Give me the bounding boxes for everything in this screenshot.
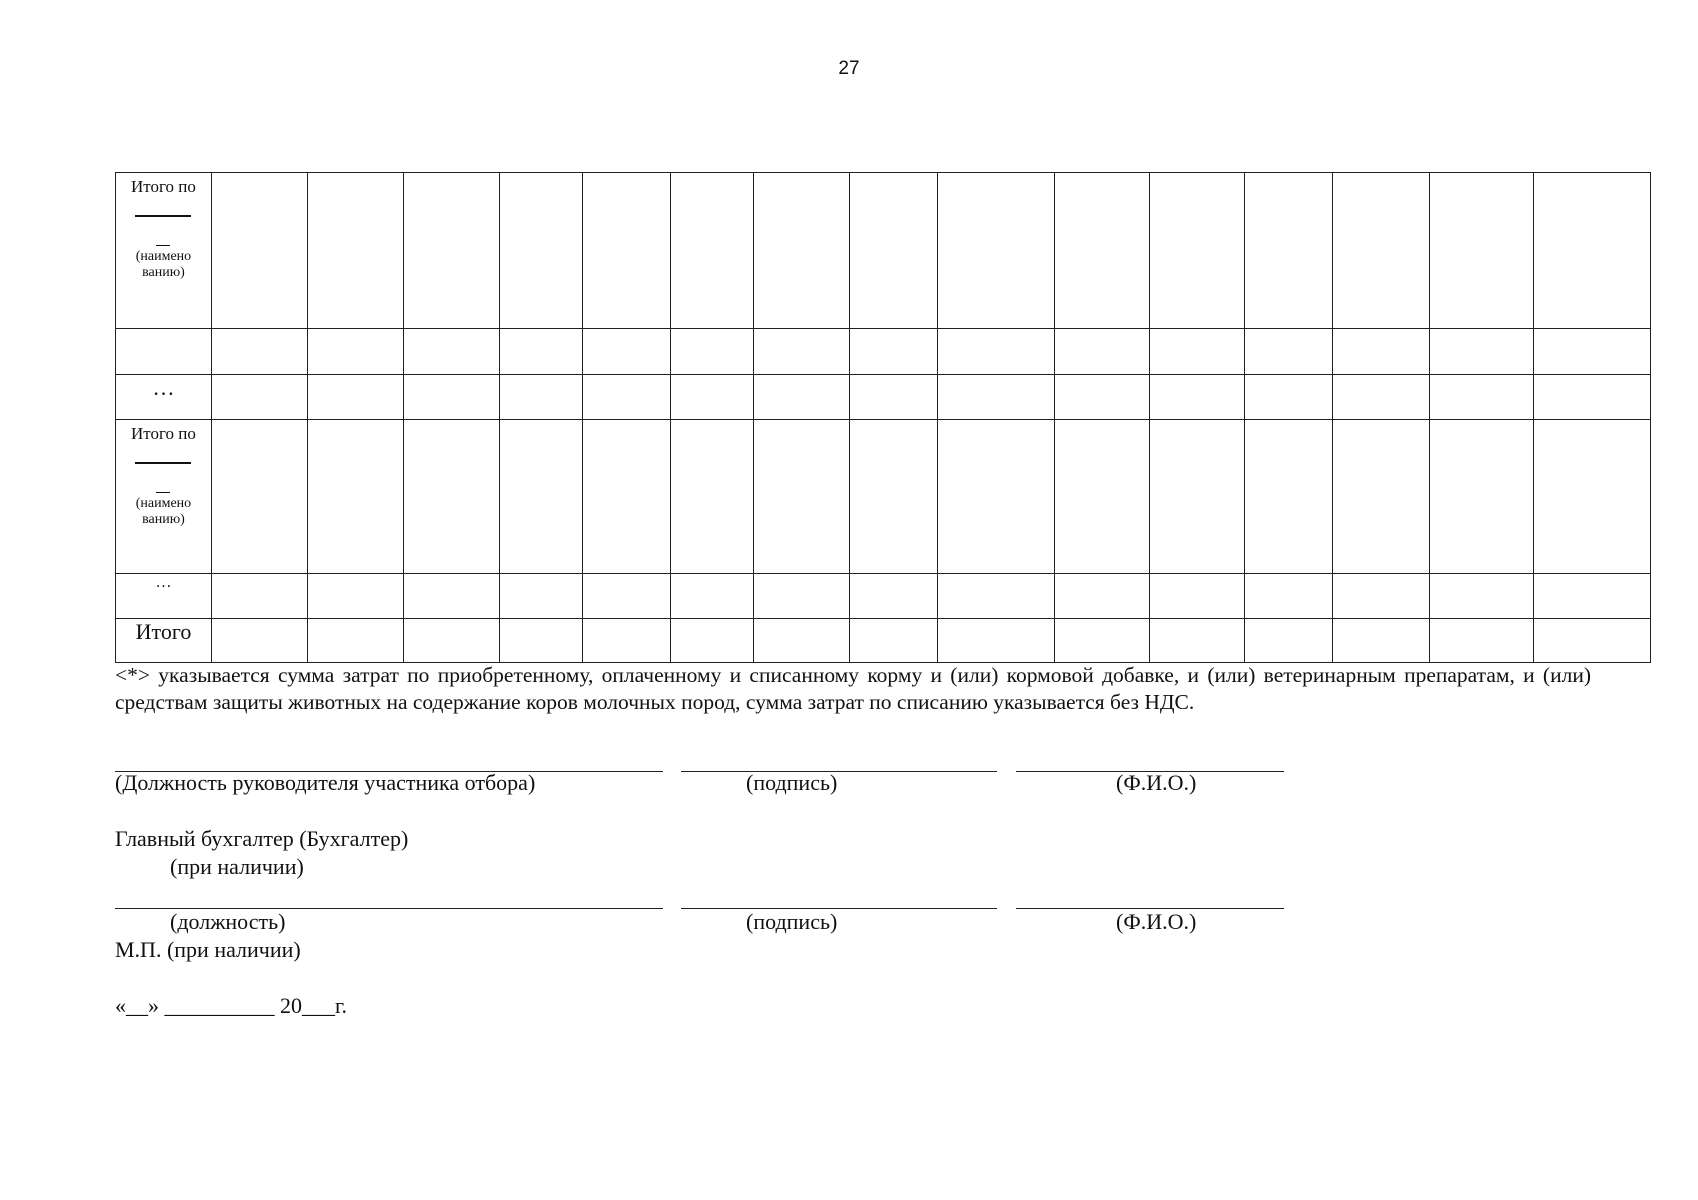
subtotal-label-cell — [116, 173, 212, 329]
page-number: 27 — [838, 58, 860, 79]
subtotal-label-top: Итого по — [131, 177, 196, 196]
signature-line-accountant-signature — [681, 908, 997, 909]
accountant-title-note: (при наличии) — [170, 854, 304, 879]
table-row-ellipsis-2 — [116, 574, 1651, 619]
subtotal-label-bottom: (наимено ванию) — [135, 248, 192, 280]
head-name-caption: (Ф.И.О.) — [1116, 770, 1197, 795]
accountant-signature-caption: (подпись) — [746, 909, 838, 934]
table-row-empty — [116, 329, 1651, 375]
ellipsis-label: … — [116, 574, 212, 619]
signature-line-head-signature — [681, 771, 997, 772]
blank-line — [135, 462, 191, 464]
accountant-position-caption: (должность) — [170, 909, 286, 934]
table-row-subtotal-2 — [116, 420, 1651, 574]
head-signature-caption: (подпись) — [746, 770, 838, 795]
stamp-note: М.П. (при наличии) — [115, 937, 301, 962]
footnote: <*> указывается сумма затрат по приобретенному, оплаченному и списанному корму и (или) кормовой добавке, и (или) ветеринарным препаратам, и (или) средствам защиты животных на содержание коров молочных пород, сумма затрат по списанию указывается без НДС. — [115, 663, 1591, 714]
subtotal-label-top: Итого по — [131, 424, 196, 443]
cost-table — [115, 172, 1651, 663]
accountant-name-caption: (Ф.И.О.) — [1116, 909, 1197, 934]
subtotal-label-cell — [116, 420, 212, 574]
blank-dash — [156, 492, 170, 493]
ellipsis-label: … — [116, 375, 212, 420]
date-line: «__» __________ 20___г. — [115, 993, 348, 1018]
head-position-caption: (Должность руководителя участника отбора) — [115, 770, 536, 795]
table-row-subtotal-1 — [116, 173, 1651, 329]
table-row-ellipsis-1 — [116, 375, 1651, 420]
table-row-total — [116, 619, 1651, 663]
blank-line — [135, 215, 191, 217]
accountant-title: Главный бухгалтер (Бухгалтер) — [115, 826, 409, 851]
total-label: Итого — [116, 619, 212, 663]
subtotal-label-bottom: (наимено ванию) — [135, 495, 192, 527]
blank-dash — [156, 245, 170, 246]
